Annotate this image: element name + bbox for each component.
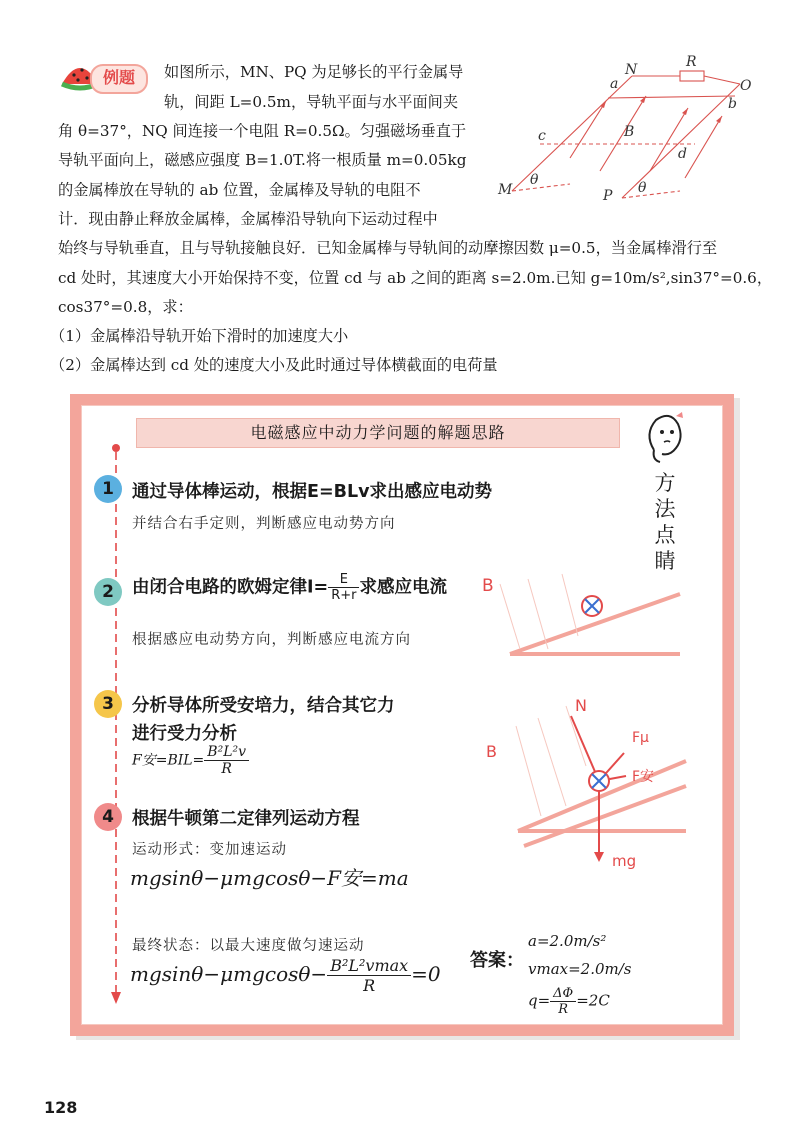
problem-line-8: cd 处时，其速度大小开始保持不变，位置 cd 与 ab 之间的距离 s=2.0m.已知 g=10m/s²,sin37°=0.6， bbox=[58, 269, 773, 287]
question-2: （2）金属棒达到 cd 处的速度大小及此时通过导体横截面的电荷量 bbox=[50, 356, 498, 374]
step-3-equation: F安=BIL= $\frac{\text{B²L²v}}{R}$ bbox=[132, 744, 249, 777]
label-O: O bbox=[740, 78, 752, 94]
page-number: 128 bbox=[44, 1098, 78, 1117]
step-1-number: 1 bbox=[94, 475, 122, 503]
answer-v: vmax=2.0m/s bbox=[528, 960, 632, 978]
problem-line-7: 始终与导轨垂直，且与导轨接触良好．已知金属棒与导轨间的动摩擦因数 μ=0.5，当金属棒滑行至 bbox=[58, 239, 718, 257]
incline-figure-2 bbox=[496, 696, 696, 876]
label-c: c bbox=[538, 128, 546, 144]
example-badge-label: 例题 bbox=[90, 64, 148, 94]
step-1-main: 通过导体棒运动，根据E=BLv求出感应电动势 bbox=[132, 482, 493, 502]
label-d: d bbox=[678, 146, 687, 162]
step-4-equation-2: mgsinθ−μmgcosθ− $\frac{\text{B²L²vmax}}{R}$ =0 bbox=[130, 956, 441, 995]
label-a: a bbox=[610, 76, 619, 92]
label-M: M bbox=[498, 182, 513, 198]
method-side-label: 方 法 点 睛 bbox=[654, 471, 676, 573]
label-B: B bbox=[624, 124, 635, 140]
label-N: N bbox=[625, 62, 638, 78]
problem-line-1: 如图所示，MN、PQ 为足够长的平行金属导 bbox=[164, 63, 464, 81]
incline-figure-1 bbox=[500, 574, 690, 664]
fig1-label-B: B bbox=[482, 576, 494, 596]
problem-line-4: 导轨平面向上，磁感应强度 B=1.0T.将一根质量 m=0.05kg bbox=[58, 151, 467, 169]
problem-line-3: 角 θ=37°，NQ 间连接一个电阻 R=0.5Ω。匀强磁场垂直于 bbox=[58, 122, 467, 140]
fig2-label-B: B bbox=[486, 742, 497, 761]
label-theta-2: θ bbox=[638, 180, 647, 196]
step-3-main-2: 进行受力分析 bbox=[132, 724, 237, 744]
fig2-label-Fmu: Fμ bbox=[632, 730, 649, 746]
problem-line-2: 轨，间距 L=0.5m，导轨平面与水平面间夹 bbox=[164, 93, 459, 111]
answer-q: q= $\frac{\Delta\Phi}{R}$ =2C bbox=[528, 986, 610, 1017]
step-2-main: 由闭合电路的欧姆定律I= $\frac{E}{R+r}$ 求感应电流 bbox=[132, 572, 447, 603]
method-title: 电磁感应中动力学问题的解题思路 bbox=[136, 418, 620, 448]
label-theta-1: θ bbox=[530, 172, 539, 188]
step-4-number: 4 bbox=[94, 803, 122, 831]
problem-line-6: 计．现由静止释放金属棒，金属棒沿导轨向下运动过程中 bbox=[58, 210, 438, 228]
step-4-equation-1: mgsinθ−μmgcosθ−F安=ma bbox=[130, 866, 409, 890]
fig2-label-mg: mg bbox=[612, 852, 637, 870]
label-P: P bbox=[603, 188, 613, 204]
label-R: R bbox=[686, 54, 697, 70]
problem-line-5: 的金属棒放在导轨的 ab 位置，金属棒及导轨的电阻不 bbox=[58, 181, 421, 199]
problem-line-9: cos37°=0.8，求： bbox=[58, 298, 193, 316]
step-3-number: 3 bbox=[94, 690, 122, 718]
step-4-sub: 运动形式：变加速运动 bbox=[132, 842, 287, 858]
step-4-main: 根据牛顿第二定律列运动方程 bbox=[132, 809, 360, 829]
answer-label: 答案： bbox=[470, 950, 524, 971]
fig2-label-N: N bbox=[575, 696, 587, 715]
mascot-icon bbox=[640, 410, 690, 466]
question-1: （1）金属棒沿导轨开始下滑时的加速度大小 bbox=[50, 327, 349, 345]
label-b: b bbox=[728, 96, 737, 112]
timeline bbox=[110, 440, 122, 1010]
step-3-main: 分析导体所受安培力，结合其它力 bbox=[132, 696, 395, 716]
answer-a: a=2.0m/s² bbox=[528, 932, 607, 950]
fig2-label-Fan: F安 bbox=[632, 769, 655, 785]
example-badge bbox=[58, 56, 158, 96]
step-2-number: 2 bbox=[94, 578, 122, 606]
step-2-sub: 根据感应电动势方向，判断感应电流方向 bbox=[132, 632, 411, 648]
step-4-sub-2: 最终状态：以最大速度做匀速运动 bbox=[132, 938, 365, 954]
step-1-sub: 并结合右手定则，判断感应电动势方向 bbox=[132, 516, 396, 532]
rail-diagram bbox=[500, 46, 770, 206]
